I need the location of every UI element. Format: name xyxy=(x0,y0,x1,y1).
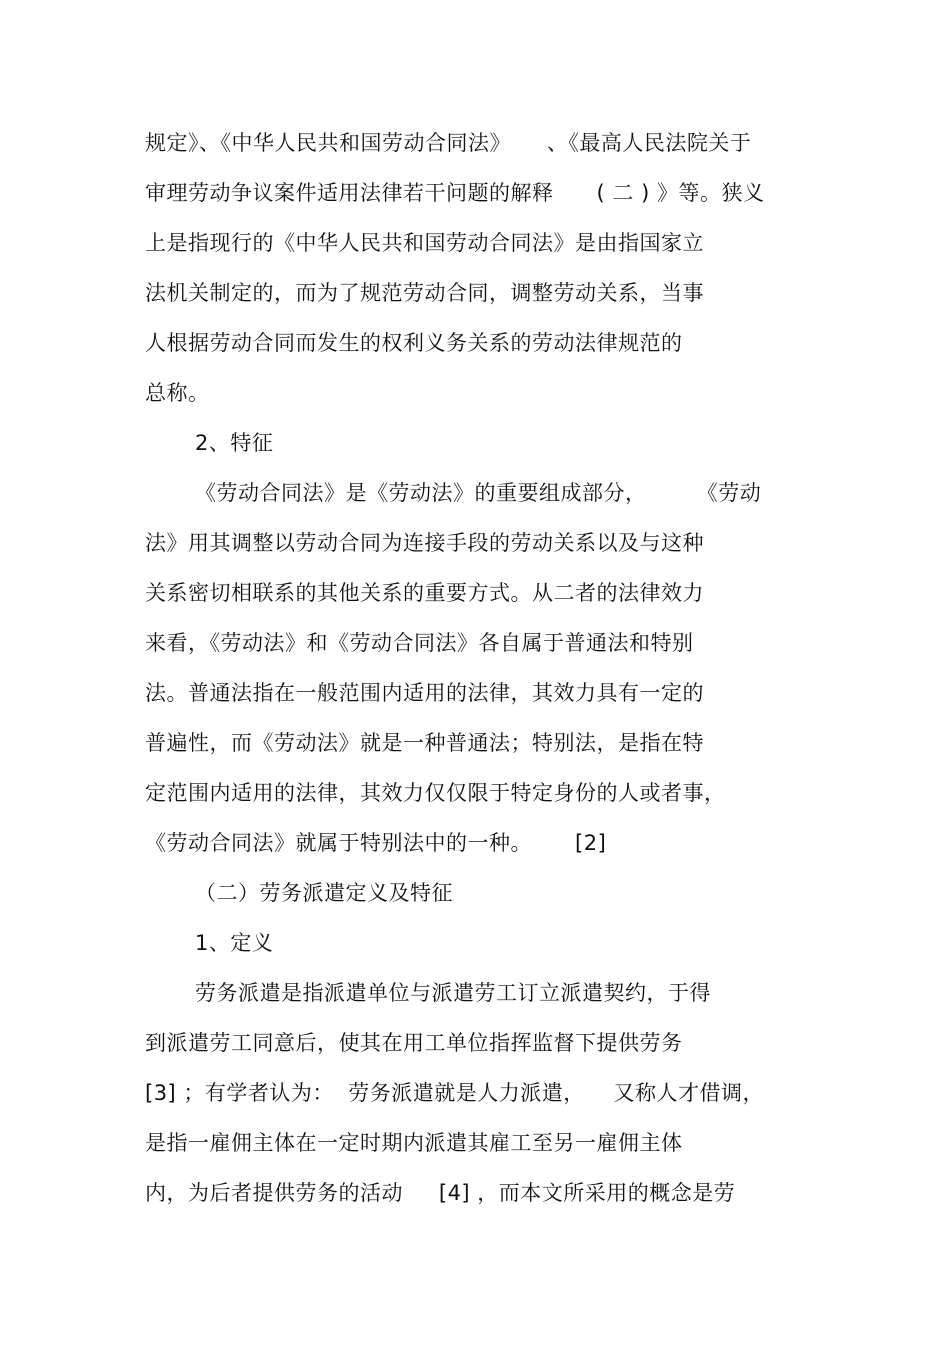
text-line: 法》用其调整以劳动合同为连接手段的劳动关系以及与这种 xyxy=(145,531,704,555)
text-line: 内，为后者提供劳务的活动 [4] ，而本文所采用的概念是劳 xyxy=(145,1181,736,1205)
text-line: 总称。 xyxy=(145,381,210,405)
section-heading: （二）劳务派遣定义及特征 xyxy=(195,881,453,905)
text-line: 到派遣劳工同意后，使其在用工单位指挥监督下提供劳务 xyxy=(145,1031,683,1055)
text-line: 劳务派遣是指派遣单位与派遣劳工订立派遣契约，于得 xyxy=(195,981,711,1005)
text-line: 关系密切相联系的其他关系的重要方式。从二者的法律效力 xyxy=(145,581,704,605)
text-line: 审理劳动争议案件适用法律若干问题的解释 ( 二 ) 》等。狭义 xyxy=(145,181,765,205)
section-heading: 2、特征 xyxy=(195,431,274,455)
text-line: 上是指现行的《中华人民共和国劳动合同法》是由指国家立 xyxy=(145,231,704,255)
text-line: 规定》、《中华人民共和国劳动合同法》 、《最高人民法院关于 xyxy=(145,131,752,155)
text-line: 《劳动合同法》就属于特别法中的一种。 [2] xyxy=(145,831,607,855)
text-line: 来看，《劳动法》和《劳动合同法》各自属于普通法和特别 xyxy=(145,631,694,655)
text-line: 《劳动合同法》是《劳动法》的重要组成部分， 《劳动 xyxy=(195,481,762,505)
text-line: 普遍性，而《劳动法》就是一种普通法；特别法，是指在特 xyxy=(145,731,704,755)
text-line: 法。普通法指在一般范围内适用的法律，其效力具有一定的 xyxy=(145,681,704,705)
text-line: 是指一雇佣主体在一定时期内派遣其雇工至另一雇佣主体 xyxy=(145,1131,683,1155)
text-line: [3] ；有学者认为： 劳务派遣就是人力派遣， 又称人才借调， xyxy=(145,1081,764,1105)
text-line: 法机关制定的，而为了规范劳动合同，调整劳动关系，当事 xyxy=(145,281,704,305)
text-line: 定范围内适用的法律，其效力仅仅限于特定身份的人或者事， xyxy=(145,781,726,805)
section-heading: 1、定义 xyxy=(195,931,274,955)
text-line: 人根据劳动合同而发生的权利义务关系的劳动法律规范的 xyxy=(145,331,683,355)
